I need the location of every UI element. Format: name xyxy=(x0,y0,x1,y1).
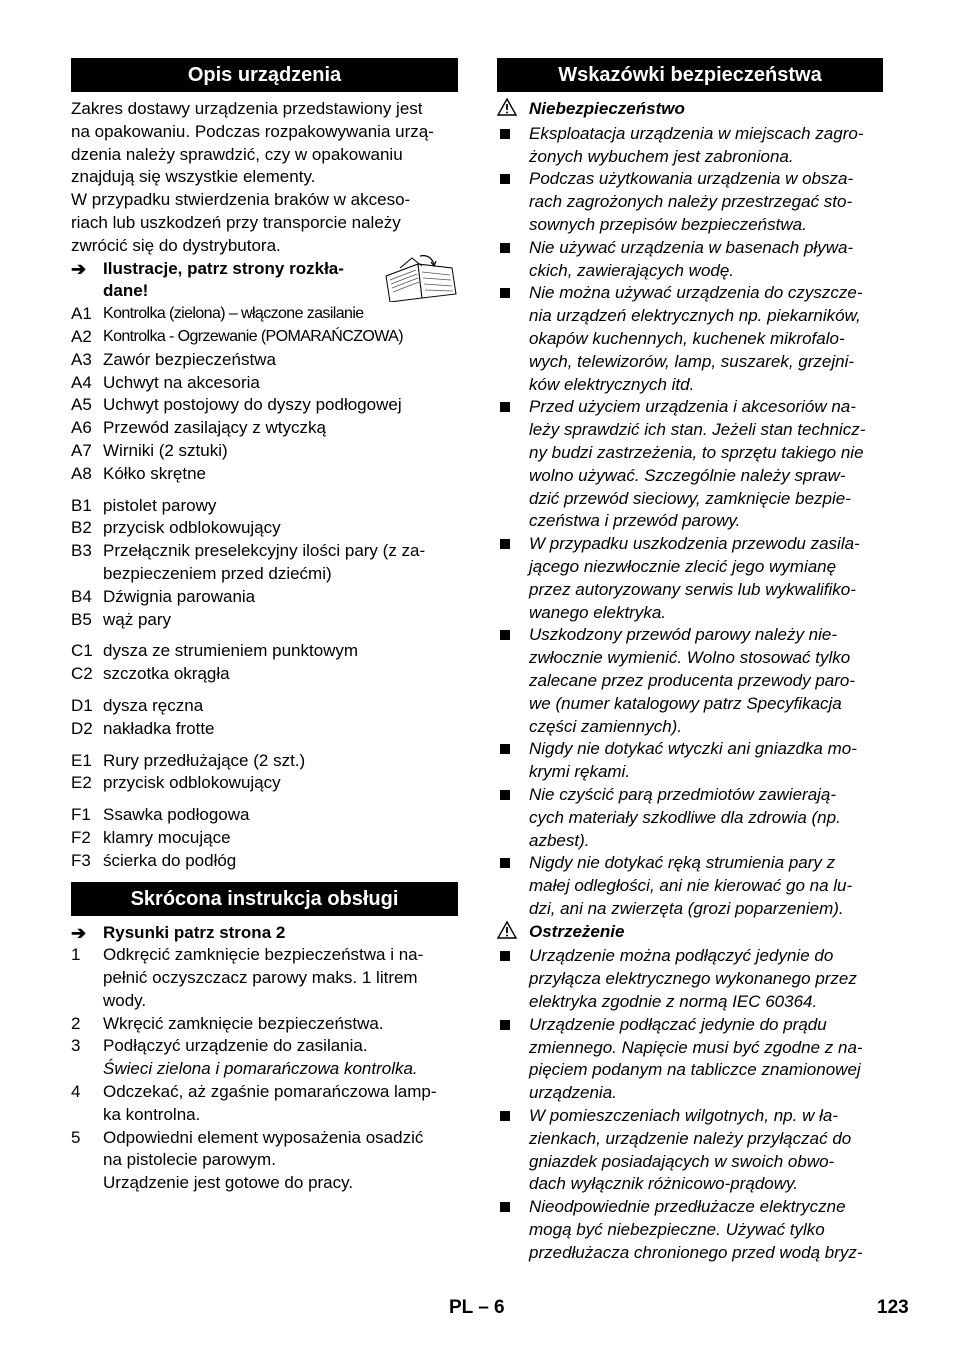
step-line: na pistolecie parowym. xyxy=(103,1150,276,1170)
section-heading-safety: Wskazówki bezpieczeństwa xyxy=(497,58,883,92)
list-item xyxy=(71,609,458,632)
item-text-wrap xyxy=(103,609,458,632)
list-item xyxy=(71,326,458,349)
item-text-wrap xyxy=(103,750,458,773)
item-label: E1 xyxy=(71,750,92,770)
item-text: przycisk odblokowujący xyxy=(103,773,281,793)
list-item xyxy=(71,663,458,686)
bullet-line: rach zagrożonych należy przestrzegać sto- xyxy=(529,192,853,212)
bullet-line: zmiennego. Napięcie musi być zgodne z na- xyxy=(529,1037,863,1057)
step-line: Podłączyć urządzenie do zasilania. xyxy=(103,1036,368,1056)
step-text-wrap xyxy=(103,1081,458,1127)
list-group-c xyxy=(71,640,458,686)
left-column xyxy=(71,58,458,1195)
item-text: dysza ze strumieniem punktowym xyxy=(103,641,359,661)
warning-list xyxy=(497,945,883,1264)
bullet-line: przedłużacza chronionego przed wodą bryz- xyxy=(529,1242,863,1262)
item-label: A6 xyxy=(71,418,92,438)
bullet-square-icon xyxy=(497,168,529,236)
illustrations-note xyxy=(71,258,458,304)
arrow-icon: ➔ xyxy=(71,258,87,279)
step-item xyxy=(71,1081,458,1127)
bullet-line: wolno używać. Szczególnie należy spraw- xyxy=(529,465,846,485)
bullet-line: W przypadku uszkodzenia przewodu zasila- xyxy=(529,534,860,554)
bullet-line: okapów kuchennych, kuchenek mikrofalo- xyxy=(529,328,845,348)
bullet-line: Nigdy nie dotykać wtyczki ani gniazdka mo- xyxy=(529,739,857,759)
list-item xyxy=(71,440,458,463)
step-number: 5 xyxy=(71,1127,81,1147)
bullet-text xyxy=(529,168,883,236)
item-text: Kontrolka (zielona) – włączone zasilanie xyxy=(103,305,364,323)
bullet-square-icon xyxy=(497,533,529,624)
danger-list xyxy=(497,123,883,921)
list-item xyxy=(71,303,458,326)
bullet-square-icon xyxy=(497,852,529,920)
footer-page-number: 123 xyxy=(877,1297,909,1318)
item-text-wrap xyxy=(103,417,458,440)
bullet-line: cych materiały szkodliwe dla zdrowia (np. xyxy=(529,807,841,827)
opis-intro xyxy=(71,98,458,258)
item-text-wrap xyxy=(103,850,458,873)
bullet-text xyxy=(529,396,883,533)
bullet-text xyxy=(529,123,883,169)
item-label: F3 xyxy=(71,850,91,870)
bullet-item xyxy=(497,1014,883,1105)
item-text: Dźwignia parowania xyxy=(103,586,256,606)
list-item xyxy=(71,417,458,440)
item-text-wrap xyxy=(103,463,458,486)
bullet-line: azbest). xyxy=(529,830,590,850)
bullet-square-icon xyxy=(497,396,529,533)
list-group-f xyxy=(71,804,458,872)
item-text-wrap xyxy=(103,540,458,586)
item-label: B3 xyxy=(71,541,92,561)
intro-line: dzenia należy sprawdzić, czy w opakowaniu xyxy=(71,144,403,164)
list-item xyxy=(71,540,458,586)
step-number: 1 xyxy=(71,945,81,965)
bullet-square-icon xyxy=(497,1196,529,1264)
item-label: C2 xyxy=(71,664,93,684)
bullet-line: czeństwa i przewód parowy. xyxy=(529,511,741,531)
section-heading-opis: Opis urządzenia xyxy=(71,58,458,92)
bullet-line: zalecane przez producenta przewody paro- xyxy=(529,670,856,690)
item-text-wrap xyxy=(103,804,458,827)
item-label: B4 xyxy=(71,586,92,606)
list-item xyxy=(71,772,458,795)
bullet-line: W pomieszczeniach wilgotnych, np. w ła- xyxy=(529,1106,838,1126)
item-text: Przewód zasilający z wtyczką xyxy=(103,418,326,438)
bullet-line: Urządzenie można podłączyć jedynie do xyxy=(529,946,834,966)
item-text-wrap xyxy=(103,827,458,850)
bullet-line: Uszkodzony przewód parowy należy nie- xyxy=(529,625,838,645)
bullet-text xyxy=(529,1105,883,1196)
list-item xyxy=(71,718,458,741)
item-text: bezpieczeniem przed dziećmi) xyxy=(103,563,332,583)
drawings-ref-text: Rysunki patrz strona 2 xyxy=(103,922,286,942)
step-number: 4 xyxy=(71,1082,81,1102)
bullet-line: dach wyłącznik różnicowo-prądowy. xyxy=(529,1174,798,1194)
bullet-line: mogą być niebezpieczne. Używać tylko xyxy=(529,1220,825,1240)
item-label: B5 xyxy=(71,609,92,629)
item-label: B2 xyxy=(71,518,92,538)
item-label: D1 xyxy=(71,695,93,715)
item-text-wrap xyxy=(103,303,458,326)
bullet-line: Nieodpowiednie przedłużacze elektryczne xyxy=(529,1197,846,1217)
bullet-line: dzi, ani na zwierzęta (grozi poparzeniem). xyxy=(529,898,844,918)
bullet-text xyxy=(529,282,883,396)
intro-line: W przypadku stwierdzenia braków w akceso- xyxy=(71,190,411,210)
step-line: Odpowiedni element wyposażenia osadzić xyxy=(103,1127,424,1147)
warning-label xyxy=(497,921,883,946)
list-item xyxy=(71,586,458,609)
item-text: szczotka okrągła xyxy=(103,664,230,684)
step-text-wrap xyxy=(103,1013,458,1036)
bullet-line: zienkach, urządzenie należy przyłączać do xyxy=(529,1128,852,1148)
illus-line-1: Ilustracje, patrz strony rozkła- xyxy=(103,258,344,278)
bullet-item xyxy=(497,852,883,920)
bullet-line: we (numer katalogowy patrz Specyfikacja xyxy=(529,693,842,713)
item-text: Ssawka podłogowa xyxy=(103,805,250,825)
drawings-ref xyxy=(71,922,458,945)
list-group-b xyxy=(71,495,458,632)
item-text: Kontrolka - Ogrzewanie (POMARAŃCZOWA) xyxy=(103,327,403,345)
item-text-wrap xyxy=(103,349,458,372)
bullet-line: małej odległości, ani nie kierować go na lu- xyxy=(529,876,853,896)
bullet-item xyxy=(497,1105,883,1196)
step-item xyxy=(71,944,458,1012)
item-label: E2 xyxy=(71,773,92,793)
bullet-line: przyłącza elektrycznego wykonanego przez xyxy=(529,969,857,989)
bullet-line: pięciem podanym na tabliczce znamionowej xyxy=(529,1060,861,1080)
arrow-icon: ➔ xyxy=(71,922,87,943)
bullet-text xyxy=(529,945,883,1013)
step-number: 3 xyxy=(71,1036,81,1056)
item-text-wrap xyxy=(103,372,458,395)
item-text-wrap xyxy=(103,586,458,609)
bullet-line: sownych przepisów bezpieczeństwa. xyxy=(529,214,807,234)
bullet-text xyxy=(529,738,883,784)
item-text-wrap xyxy=(103,495,458,518)
bullet-line: elektryka zgodnie z normą IEC 60364. xyxy=(529,992,818,1012)
item-text: Przełącznik preselekcyjny ilości pary (z za- xyxy=(103,541,426,561)
item-label: A3 xyxy=(71,349,92,369)
list-item xyxy=(71,394,458,417)
item-label: B1 xyxy=(71,495,92,515)
item-label: A5 xyxy=(71,395,92,415)
step-number: 2 xyxy=(71,1013,81,1033)
bullet-item xyxy=(497,738,883,784)
intro-line: Zakres dostawy urządzenia przedstawiony jest xyxy=(71,99,423,118)
item-text: Uchwyt postojowy do dyszy podłogowej xyxy=(103,395,402,415)
item-label: A4 xyxy=(71,372,92,392)
item-text: przycisk odblokowujący xyxy=(103,518,281,538)
danger-label xyxy=(497,98,883,123)
item-label: F1 xyxy=(71,805,91,825)
list-item xyxy=(71,495,458,518)
bullet-line: ny budzi zastrzeżenia, to sprzętu takiego nie xyxy=(529,442,864,462)
bullet-square-icon xyxy=(497,945,529,1013)
bullet-square-icon xyxy=(497,282,529,396)
item-text-wrap xyxy=(103,695,458,718)
item-text-wrap xyxy=(103,663,458,686)
bullet-line: Podczas użytkowania urządzenia w obsza- xyxy=(529,169,854,189)
bullet-item xyxy=(497,1196,883,1264)
bullet-line: Nie czyścić parą przedmiotów zawierają- xyxy=(529,784,837,804)
bullet-line: dzić przewód sieciowy, zamknięcie bezpie- xyxy=(529,488,851,508)
item-text-wrap xyxy=(103,394,458,417)
bullet-square-icon xyxy=(497,738,529,784)
step-item xyxy=(71,1013,458,1036)
item-label: A1 xyxy=(71,304,92,324)
bullet-line: Urządzenie podłączać jedynie do prądu xyxy=(529,1014,827,1034)
item-text: ścierka do podłóg xyxy=(103,850,237,870)
book-icon xyxy=(382,254,458,302)
item-text-wrap xyxy=(103,718,458,741)
step-line: ka kontrolna. xyxy=(103,1104,201,1124)
bullet-text xyxy=(529,533,883,624)
bullet-item xyxy=(497,624,883,738)
intro-line: na opakowaniu. Podczas rozpakowywania urzą- xyxy=(71,121,434,141)
bullet-line: Nigdy nie dotykać ręką strumienia pary z xyxy=(529,853,836,873)
bullet-line: Eksploatacja urządzenia w miejscach zagro- xyxy=(529,123,864,143)
item-label: A8 xyxy=(71,463,92,483)
step-line: Odczekać, aż zgaśnie pomarańczowa lamp- xyxy=(103,1082,437,1102)
item-label: D2 xyxy=(71,718,93,738)
bullet-item xyxy=(497,237,883,283)
intro-line: znajdują się wszystkie elementy. xyxy=(71,167,316,187)
bullet-line: gniazdek posiadających w swoich obwo- xyxy=(529,1151,835,1171)
bullet-line: ckich, zawierających wodę. xyxy=(529,260,735,280)
bullet-square-icon xyxy=(497,784,529,852)
step-line: Odkręcić zamknięcie bezpieczeństwa i na- xyxy=(103,945,424,965)
warning-triangle-icon xyxy=(497,98,529,123)
step-item xyxy=(71,1127,458,1195)
step-note: Świeci zielona i pomarańczowa kontrolka. xyxy=(103,1059,418,1079)
list-item xyxy=(71,827,458,850)
item-text-wrap xyxy=(103,326,458,349)
bullet-line: Nie można używać urządzenia do czyszcze- xyxy=(529,283,863,303)
bullet-text xyxy=(529,1014,883,1105)
bullet-text xyxy=(529,237,883,283)
item-text: dysza ręczna xyxy=(103,695,204,715)
bullet-item xyxy=(497,123,883,169)
bullet-line: jącego niezwłocznie zlecić jego wymianę xyxy=(529,556,837,576)
item-label: F2 xyxy=(71,827,91,847)
right-column xyxy=(497,58,883,1265)
warning-label-text: Ostrzeżenie xyxy=(529,921,625,941)
bullet-square-icon xyxy=(497,237,529,283)
bullet-line: ków elektrycznych itd. xyxy=(529,374,695,394)
bullet-item xyxy=(497,282,883,396)
list-item xyxy=(71,850,458,873)
list-item xyxy=(71,372,458,395)
step-line: Wkręcić zamknięcie bezpieczeństwa. xyxy=(103,1013,384,1033)
bullet-square-icon xyxy=(497,1014,529,1105)
intro-line: zwrócić się do dystrybutora. xyxy=(71,235,281,255)
bullet-line: wanego elektryka. xyxy=(529,602,667,622)
step-line: Urządzenie jest gotowe do pracy. xyxy=(103,1173,354,1193)
bullet-line: Nie używać urządzenia w basenach pływa- xyxy=(529,237,854,257)
step-line: wody. xyxy=(103,990,147,1010)
item-label: A7 xyxy=(71,440,92,460)
list-item xyxy=(71,640,458,663)
bullet-line: nia urządzeń elektrycznych np. piekarników, xyxy=(529,306,861,326)
bullet-item xyxy=(497,533,883,624)
step-text-wrap xyxy=(103,1127,458,1195)
bullet-text xyxy=(529,1196,883,1264)
step-text-wrap xyxy=(103,944,458,1012)
item-text: pistolet parowy xyxy=(103,495,217,515)
bullet-line: urządzenia. xyxy=(529,1083,617,1103)
item-label: A2 xyxy=(71,326,92,346)
warning-triangle-icon xyxy=(497,921,529,946)
list-item xyxy=(71,750,458,773)
bullet-line: Przed użyciem urządzenia i akcesoriów na- xyxy=(529,397,856,417)
item-text: Uchwyt na akcesoria xyxy=(103,372,260,392)
item-text: nakładka frotte xyxy=(103,718,215,738)
bullet-line: żonych wybuchem jest zabroniona. xyxy=(529,146,794,166)
list-group-e xyxy=(71,750,458,796)
step-text-wrap xyxy=(103,1035,458,1081)
list-group-d xyxy=(71,695,458,741)
list-group-a xyxy=(71,303,458,485)
item-text: Wirniki (2 sztuki) xyxy=(103,440,228,460)
bullet-line: leży sprawdzić ich stan. Jeżeli stan technicz- xyxy=(529,420,866,440)
bullet-square-icon xyxy=(497,624,529,738)
item-text-wrap xyxy=(103,772,458,795)
bullet-line: krymi rękami. xyxy=(529,762,631,782)
item-text: wąż pary xyxy=(103,609,172,629)
illus-line-2: dane! xyxy=(103,281,149,301)
item-label: C1 xyxy=(71,641,93,661)
section-heading-skrocona: Skrócona instrukcja obsługi xyxy=(71,882,458,916)
item-text-wrap xyxy=(103,640,458,663)
bullet-item xyxy=(497,396,883,533)
bullet-text xyxy=(529,784,883,852)
bullet-line: zwłocznie wymienić. Wolno stosować tylko xyxy=(529,648,851,668)
item-text: Rury przedłużające (2 szt.) xyxy=(103,750,306,770)
step-line: pełnić oczyszczacz parowy maks. 1 litrem xyxy=(103,968,418,988)
item-text: Zawór bezpieczeństwa xyxy=(103,349,276,369)
list-item xyxy=(71,804,458,827)
intro-line: riach lub uszkodzeń przy transporcie należy xyxy=(71,212,401,232)
list-item xyxy=(71,349,458,372)
bullet-text xyxy=(529,852,883,920)
bullet-item xyxy=(497,945,883,1013)
bullet-item xyxy=(497,784,883,852)
bullet-text xyxy=(529,624,883,738)
item-text-wrap xyxy=(103,517,458,540)
list-item xyxy=(71,695,458,718)
list-item xyxy=(71,517,458,540)
list-item xyxy=(71,463,458,486)
item-text-wrap xyxy=(103,440,458,463)
bullet-square-icon xyxy=(497,1105,529,1196)
item-text: klamry mocujące xyxy=(103,827,231,847)
footer-lang-page: PL – 6 xyxy=(449,1297,505,1318)
quick-steps xyxy=(71,944,458,1195)
danger-label-text: Niebezpieczeństwo xyxy=(529,99,685,118)
bullet-item xyxy=(497,168,883,236)
step-item xyxy=(71,1035,458,1081)
bullet-line: części zamiennych). xyxy=(529,716,683,736)
bullet-square-icon xyxy=(497,123,529,169)
bullet-line: przez autoryzowany serwis lub wykwalifiko- xyxy=(529,579,856,599)
item-text: Kółko skrętne xyxy=(103,463,206,483)
bullet-line: wych, telewizorów, lamp, suszarek, grzejni- xyxy=(529,351,855,371)
